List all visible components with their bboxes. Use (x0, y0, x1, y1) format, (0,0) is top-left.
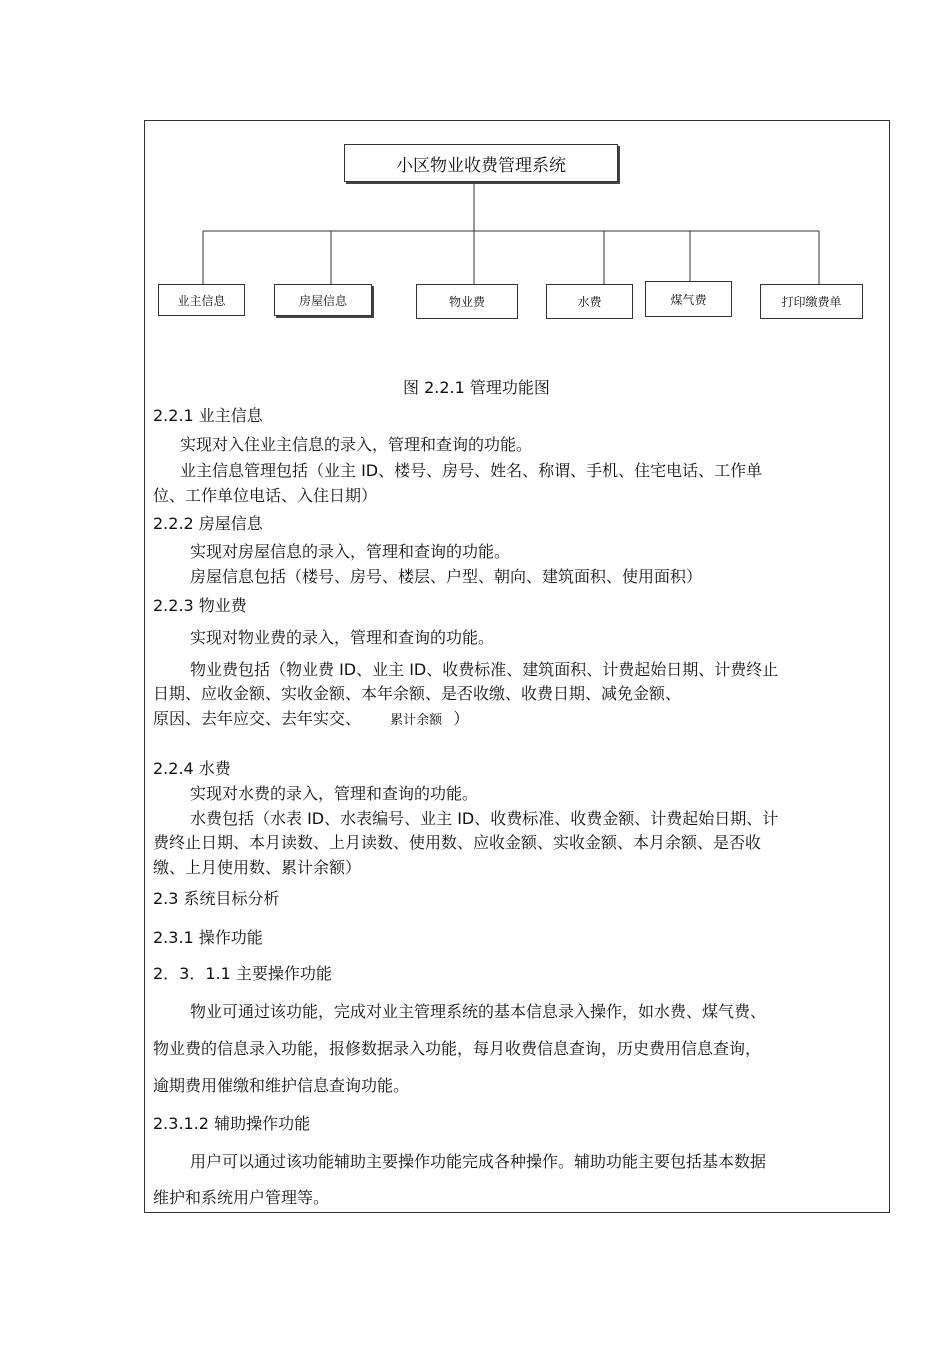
paragraph-text: 原因、去年应交、去年实交、 (153, 709, 362, 728)
paragraph: 物业费包括（物业费 ID、业主 ID、收费标准、建筑面积、计费起始日期、计费终止 (190, 660, 779, 679)
paragraph: 逾期费用催缴和维护信息查询功能。 (153, 1076, 410, 1095)
paragraph: 实现对水费的录入，管理和查询的功能。 (190, 784, 479, 803)
chart-node-gas-fee: 煤气费 (645, 281, 732, 317)
chart-root-node: 小区物业收费管理系统 (344, 144, 618, 182)
heading-2-2-1: 2.2.1 业主信息 (153, 406, 263, 425)
paragraph-small-text: 累计余额 (390, 713, 443, 728)
paragraph: 物业费的信息录入功能，报修数据录入功能，每月收费信息查询，历史费用信息查询， (153, 1039, 762, 1058)
paragraph: 日期、应收金额、实收金额、本年余额、是否收缴、收费日期、减免金额、 (153, 684, 682, 703)
heading-2-3: 2.3 系统目标分析 (153, 889, 280, 908)
figure-caption: 图 2.2.1 管理功能图 (403, 378, 550, 397)
paragraph: 费终止日期、本月读数、上月读数、使用数、应收金额、实收金额、本月余额、是否收 (153, 833, 762, 852)
chart-node-owner-info: 业主信息 (158, 284, 245, 316)
heading-2-3-1-1: 2．3．1.1 主要操作功能 (153, 964, 332, 983)
paragraph: 物业可通过该功能，完成对业主管理系统的基本信息录入操作，如水费、煤气费、 (190, 1002, 767, 1021)
heading-2-2-3: 2.2.3 物业费 (153, 596, 247, 615)
heading-2-2-2: 2.2.2 房屋信息 (153, 514, 263, 533)
paragraph: 水费包括（水表 ID、水表编号、业主 ID、收费标准、收费金额、计费起始日期、计 (190, 809, 779, 828)
chart-node-water-fee: 水费 (546, 284, 633, 319)
heading-2-3-1-2: 2.3.1.2 辅助操作功能 (153, 1114, 311, 1133)
paragraph: 实现对房屋信息的录入，管理和查询的功能。 (190, 542, 511, 561)
heading-2-2-4: 2.2.4 水费 (153, 759, 231, 778)
paragraph: 实现对入住业主信息的录入，管理和查询的功能。 (180, 435, 533, 454)
paragraph-text: ） (453, 709, 470, 728)
chart-node-property-fee: 物业费 (416, 284, 518, 319)
paragraph: 房屋信息包括（楼号、房号、楼层、户型、朝向、建筑面积、使用面积） (190, 567, 703, 586)
paragraph: 实现对物业费的录入，管理和查询的功能。 (190, 628, 495, 647)
paragraph: 维护和系统用户管理等。 (153, 1188, 330, 1207)
heading-2-3-1: 2.3.1 操作功能 (153, 928, 263, 947)
paragraph: 位、工作单位电话、入住日期） (153, 486, 378, 505)
paragraph: 业主信息管理包括（业主 ID、楼号、房号、姓名、称谓、手机、住宅电话、工作单 (180, 461, 763, 480)
chart-node-print-bill: 打印缴费单 (760, 284, 863, 319)
paragraph: 用户可以通过该功能辅助主要操作功能完成各种操作。辅助功能主要包括基本数据 (190, 1152, 767, 1171)
chart-node-house-info: 房屋信息 (274, 284, 372, 316)
paragraph: 缴、上月使用数、累计余额） (153, 858, 362, 877)
paragraph (153, 709, 469, 731)
